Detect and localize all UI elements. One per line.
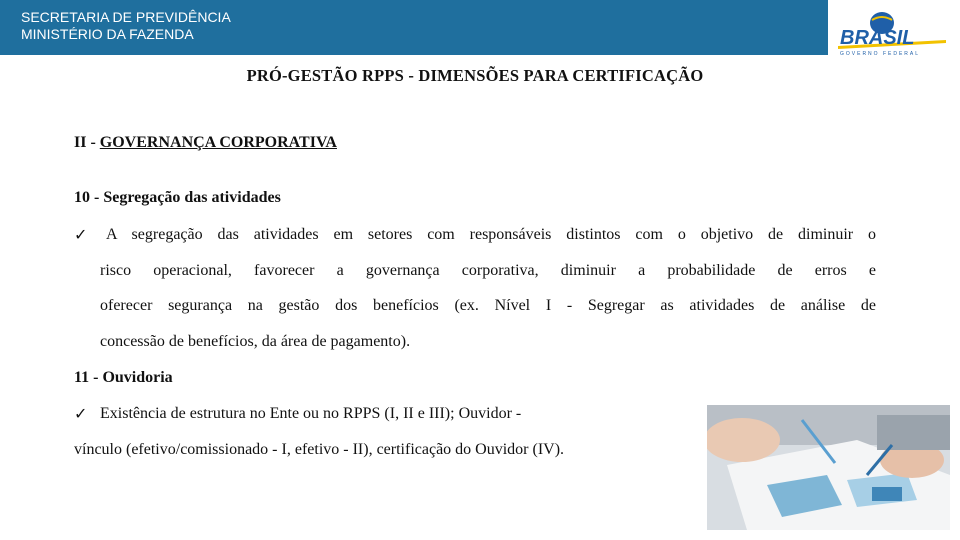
page-title: PRÓ-GESTÃO RPPS - DIMENSÕES PARA CERTIFICAÇÃO bbox=[246, 66, 704, 85]
item-heading-ouvidoria: 11 - Ouvidoria bbox=[74, 369, 173, 386]
item-text-line: oferecer segurança na gestão dos benefícios (ex. Nível I - Segregar as atividades de análise de bbox=[100, 297, 876, 314]
header bbox=[0, 0, 960, 55]
brasil-logo bbox=[834, 6, 954, 56]
logo-subtext: GOVERNO FEDERAL bbox=[840, 51, 921, 56]
item-text-line: concessão de benefícios, da área de pagamento). bbox=[100, 333, 411, 350]
header-line-ministerio: MINISTÉRIO DA FAZENDA bbox=[21, 26, 194, 42]
check-icon: ✓ bbox=[74, 404, 88, 423]
item-heading-segregacao: 10 - Segregação das atividades bbox=[74, 189, 281, 206]
section-prefix: II - bbox=[74, 134, 100, 151]
section-name: GOVERNANÇA CORPORATIVA bbox=[99, 134, 337, 151]
item-text-line: Existência de estrutura no Ente ou no RPPS (I, II e III); Ouvidor - bbox=[100, 405, 522, 422]
section-heading bbox=[74, 134, 337, 152]
header-line-secretaria: SECRETARIA DE PREVIDÊNCIA bbox=[21, 9, 231, 25]
item-text-line: A segregação das atividades em setores com responsáveis distintos com o objetivo de diminuir o bbox=[106, 226, 876, 243]
header-bar bbox=[0, 0, 828, 55]
header-text bbox=[21, 9, 231, 43]
item-text-line: risco operacional, favorecer a governança corporativa, diminuir a probabilidade de erros e bbox=[100, 262, 876, 279]
logo-text: BRASIL bbox=[840, 27, 915, 49]
item-text-line: vínculo (efetivo/comissionado - I, efetivo - II), certificação do Ouvidor (IV). bbox=[74, 441, 565, 458]
check-icon: ✓ bbox=[74, 225, 88, 244]
office-documents-photo bbox=[707, 405, 950, 530]
